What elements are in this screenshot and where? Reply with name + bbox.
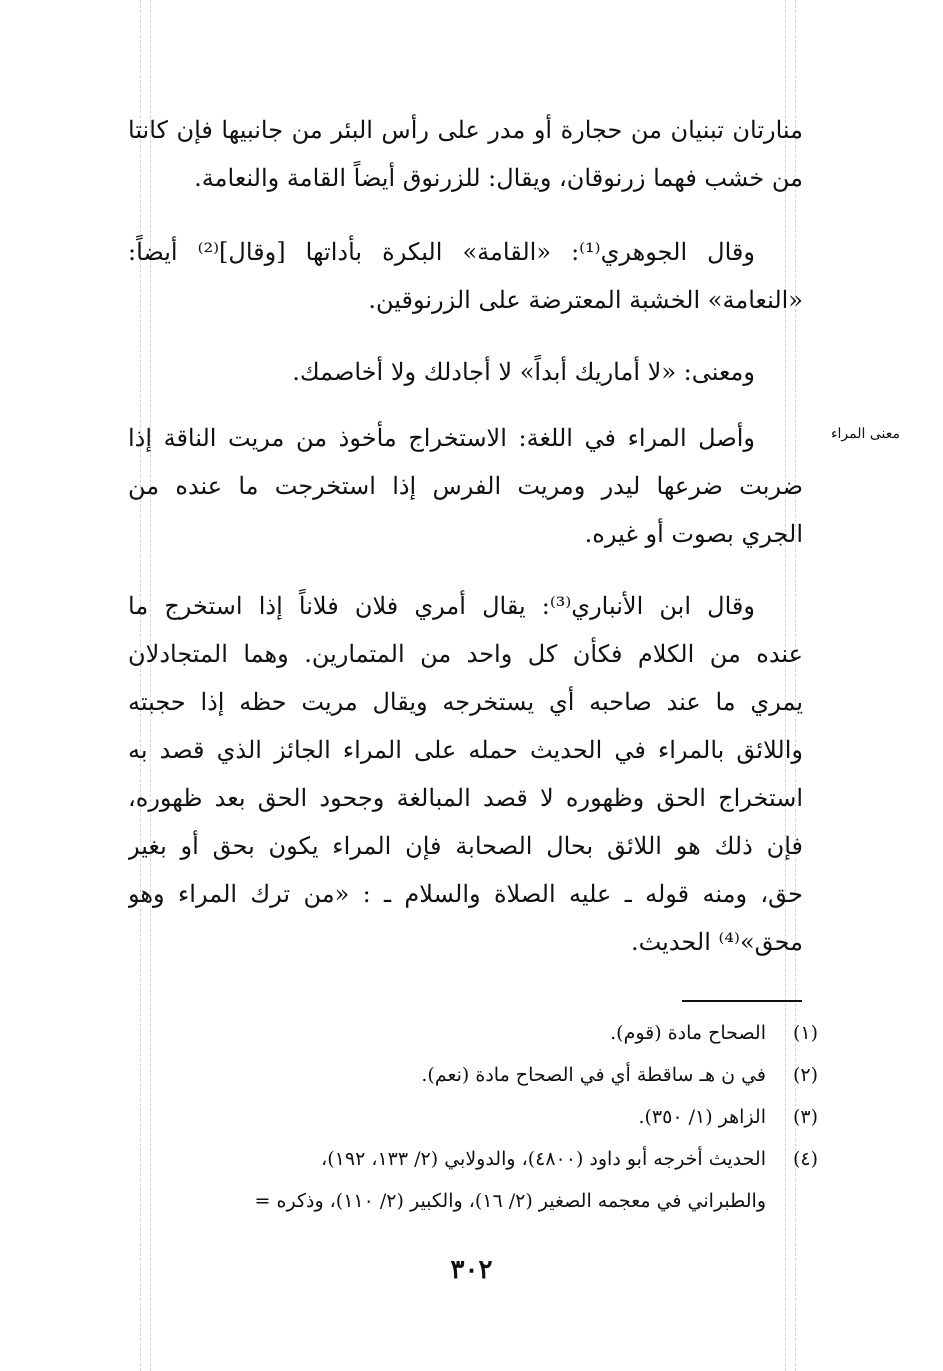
- text-line: وقال ابن الأنباري⁽³⁾: يقال أمري فلان فلاناً إذا استخرج ما: [128, 592, 755, 620]
- footnote-text: الزاهر (١/ ٣٥٠).: [638, 1106, 766, 1128]
- footnote-text: والطبراني في معجمه الصغير (٢/ ١٦)، والكبير (٢/ ١١٠)، وذكره =: [254, 1190, 766, 1212]
- paragraph-1: [128, 106, 803, 202]
- footnote-number: (١): [792, 1022, 818, 1044]
- footnote-text: الحديث أخرجه أبو داود (٤٨٠٠)، والدولابي (٢/ ١٣٣، ١٩٢)،: [321, 1148, 766, 1170]
- text-line: من خشب فهما زرنوقان، ويقال: للزرنوق أيضاً القامة والنعامة.: [194, 164, 803, 192]
- footnote-4-continuation: [128, 1180, 818, 1222]
- page-number: ٣٠٢: [450, 1255, 493, 1285]
- margin-note: معنى المراء: [830, 426, 900, 442]
- footnote-2: [128, 1054, 818, 1096]
- text-line: عنده من الكلام فكأن كل واحد من المتمارين. وهما المتجادلان: [128, 640, 803, 668]
- text-line: الجري بصوت أو غيره.: [584, 520, 803, 548]
- footnote-1: [128, 1012, 818, 1054]
- footnote-3: [128, 1096, 818, 1138]
- paragraph-2: [128, 228, 803, 324]
- text-line: وقال الجوهري⁽¹⁾: «القامة» البكرة بأداتها [وقال]⁽²⁾ أيضاً:: [128, 238, 755, 266]
- text-line: ومعنى: «لا أماريك أبداً» لا أجادلك ولا أخاصمك.: [292, 358, 755, 386]
- footnote-number: (٣): [792, 1106, 818, 1128]
- paragraph-3: [128, 348, 803, 396]
- text-line: «النعامة» الخشبة المعترضة على الزرنوقين.: [368, 286, 803, 314]
- text-line: حق، ومنه قوله ـ عليه الصلاة والسلام ـ : «من ترك المراء وهو: [128, 880, 803, 908]
- footnote-text: الصحاح مادة (قوم).: [610, 1022, 766, 1044]
- text-line: وأصل المراء في اللغة: الاستخراج مأخوذ من مريت الناقة إذا: [128, 424, 755, 452]
- footnote-number: (٤): [792, 1148, 818, 1170]
- text-line: محق»⁽⁴⁾ الحديث.: [630, 928, 803, 956]
- text-line: واللائق بالمراء في الحديث حمله على المراء الجائز الذي قصد به: [128, 736, 803, 764]
- text-line: منارتان تبنيان من حجارة أو مدر على رأس البئر من جانبيها فإن كانتا: [128, 116, 803, 144]
- text-line: ضربت ضرعها ليدر ومريت الفرس إذا استخرجت ما عنده من: [128, 472, 803, 500]
- footnote-number: (٢): [792, 1064, 818, 1086]
- text-line: يمري ما عند صاحبه أي يستخرجه ويقال مريت حظه إذا حجبته: [128, 688, 803, 716]
- footnotes: [128, 1012, 818, 1222]
- paragraph-5: [128, 582, 803, 966]
- footnote-text: في ن هـ ساقطة أي في الصحاح مادة (نعم).: [421, 1064, 766, 1086]
- footnote-separator: [682, 1000, 802, 1002]
- text-line: استخراج الحق وظهوره لا قصد المبالغة وجحود الحق بعد ظهوره،: [128, 784, 803, 812]
- text-line: فإن ذلك هو اللائق بحال الصحابة فإن المراء يكون بحق أو بغير: [128, 832, 803, 860]
- footnote-4: [128, 1138, 818, 1180]
- paragraph-4: [128, 414, 803, 558]
